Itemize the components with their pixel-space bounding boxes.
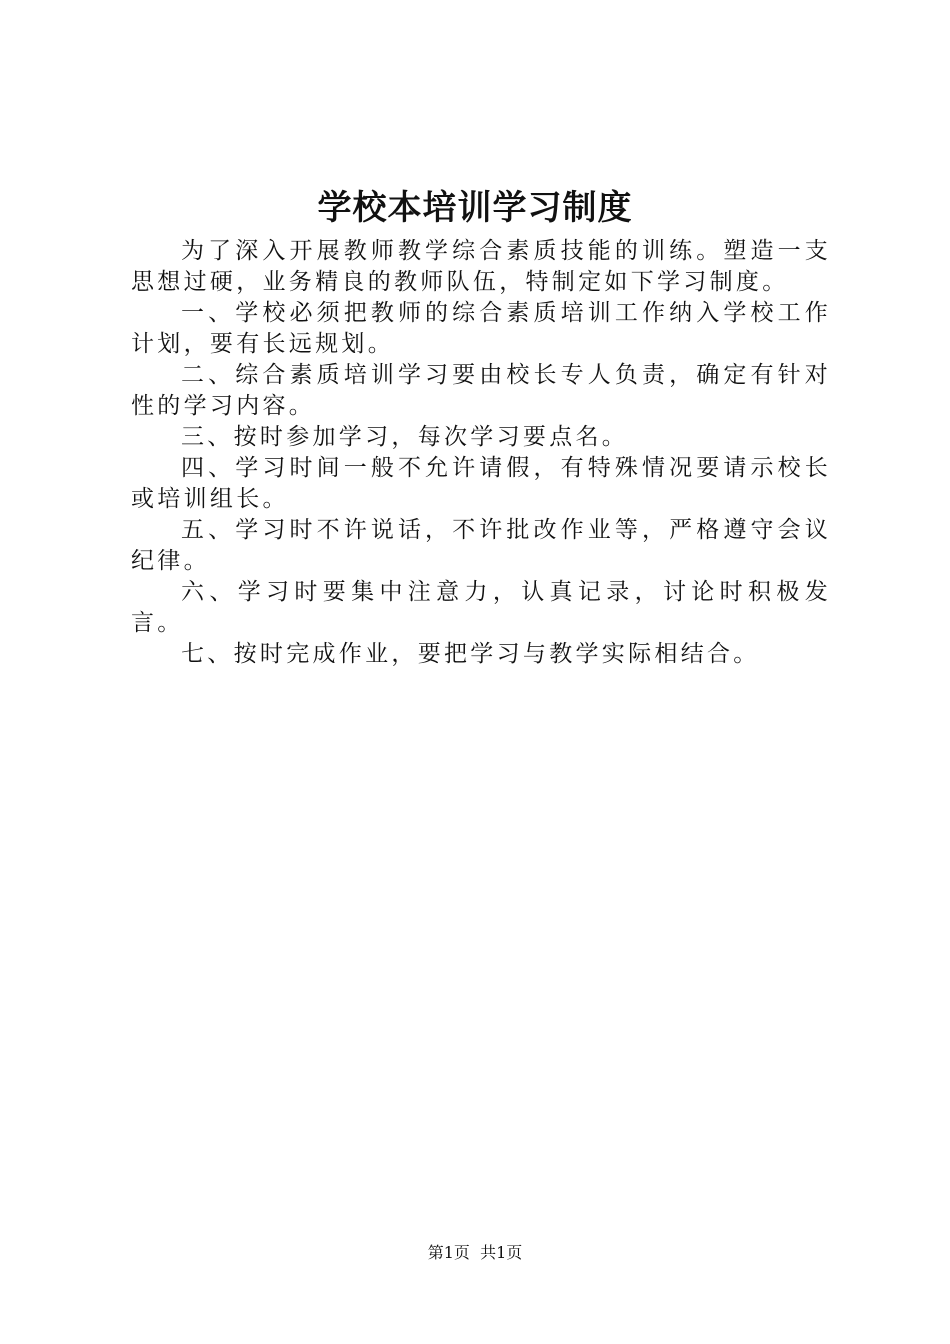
document-title: 学校本培训学习制度 — [317, 188, 633, 228]
rule-7-paragraph: 七、按时完成作业，要把学习与教学实际相结合。 — [181, 641, 760, 667]
page-footer — [0, 1243, 950, 1263]
rule-5-paragraph: 五、学习时不许说话，不许批改作业等，严格遵守会议纪律。 — [131, 517, 831, 574]
page-total: 共1页 — [480, 1243, 523, 1262]
document-body — [131, 236, 831, 670]
rule-3-paragraph: 三、按时参加学习，每次学习要点名。 — [181, 424, 629, 450]
rule-2-paragraph: 二、综合素质培训学习要由校长专人负责，确定有针对性的学习内容。 — [131, 362, 831, 419]
intro-paragraph: 为了深入开展教师教学综合素质技能的训练。塑造一支思想过硬，业务精良的教师队伍，特制定如下学习制度。 — [131, 238, 831, 295]
footer-spacer — [470, 1243, 480, 1262]
rule-1-paragraph: 一、学校必须把教师的综合素质培训工作纳入学校工作计划，要有长远规划。 — [131, 300, 831, 357]
page-number: 第1页 — [427, 1243, 470, 1262]
rule-6-paragraph: 六、学习时要集中注意力，认真记录，讨论时积极发言。 — [131, 579, 831, 636]
rule-4-paragraph: 四、学习时间一般不允许请假，有特殊情况要请示校长或培训组长。 — [131, 455, 831, 512]
